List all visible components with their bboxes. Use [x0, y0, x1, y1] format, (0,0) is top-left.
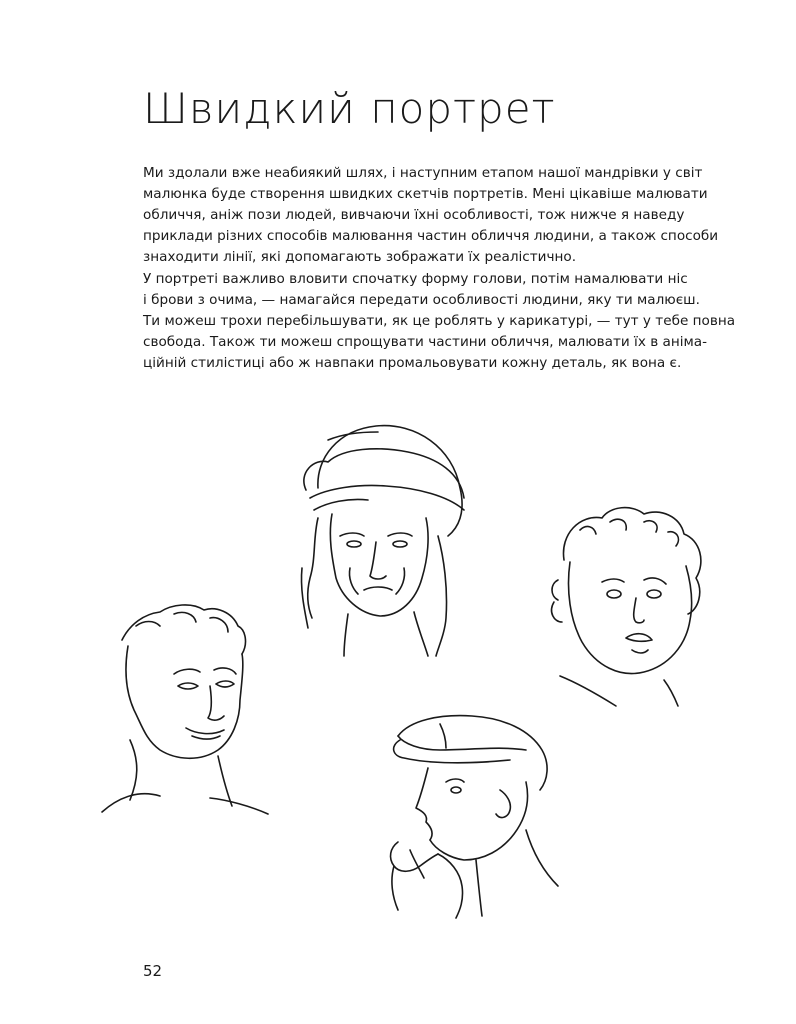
text-line: У портреті важливо вловити спочатку форму голови, потім намалювати ніс: [143, 271, 688, 287]
text-line: і брови з очима, — намагайся передати особливості людини, яку ти малюєш.: [143, 292, 700, 308]
page-number: 52: [143, 962, 163, 980]
text-line: малюнка буде створення швидких скетчів портретів. Мені цікавіше малювати: [143, 186, 708, 202]
intro-paragraph: [143, 163, 719, 268]
curly-child-sketch: [540, 500, 720, 710]
text-line: приклади різних способів малювання частин обличчя людини, а також способи: [143, 228, 719, 244]
text-line: свобода. Також ти можеш спрощувати частини обличчя, малювати їх в аніма-: [143, 334, 708, 350]
text-line: знаходити лінії, які допомагають зображати їх реалістично.: [143, 249, 577, 265]
portrait-sketches: [0, 400, 796, 920]
text-line: ційній стилістиці або ж навпаки промальовувати кожну деталь, як вона є.: [143, 355, 682, 371]
portrait-tips-paragraph: [143, 269, 736, 374]
text-line: Ти можеш трохи перебільшувати, як це роблять у карикатурі, — тут у тебе повна: [143, 313, 736, 329]
old-woman-sketch: [288, 418, 478, 658]
text-line: Ми здолали вже неабиякий шлях, і наступним етапом нашої мандрівки у світ: [143, 165, 703, 181]
page-title: Швидкий портрет: [143, 84, 556, 133]
man-sketch: [100, 600, 270, 820]
text-line: обличчя, аніж пози людей, вивчаючи їхні особливості, тож нижче я наведу: [143, 207, 685, 223]
child-with-cap-sketch: [380, 710, 580, 920]
